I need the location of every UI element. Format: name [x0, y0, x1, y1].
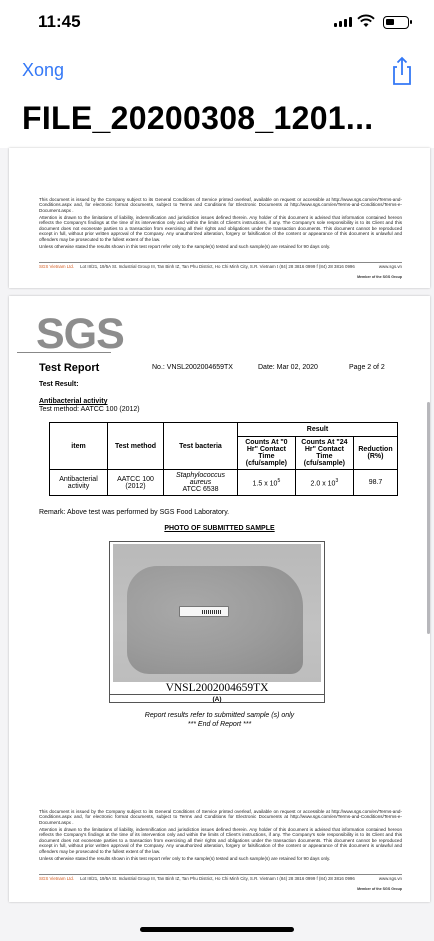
- pdf-page-2: [9, 296, 430, 902]
- footer-address-text: Lot III/21, 19/5A St. Industrial Group III, Tan Binh IZ, Tan Phu District, Ho Chi Minh City, S.R. Vietnam t (84) 28 3816 0999 f (84) 28 3816 0996: [80, 264, 355, 269]
- cell-method: AATCC 100 (2012): [108, 470, 164, 496]
- battery-icon: [383, 16, 409, 29]
- header-count-24hr: Counts At "24 Hr" Contact Time (cfu/sample): [295, 437, 353, 470]
- bacteria-strain: ATCC 6538: [182, 486, 219, 493]
- disclaimer-liability: Attention is drawn to the limitations of liability, indemnification and jurisdiction issues defined therein. Any holder of this document is advised that information contained hereon reflects the Company's findings at the time of its intervention only and within the limits of Client's instructions, if any. The Company's sole responsibility is to its Client and this document does not exonerate parties to a transaction from exercising all their rights and obligations under the transaction documents. This document cannot be reproduced except in full, without prior written approval of the Company. Any unauthorized alteration, forgery or falsification of the content or appearance of this document is unlawful and offenders may be prosecuted to the fullest extent of the law.: [39, 215, 402, 242]
- home-indicator[interactable]: [140, 927, 294, 932]
- disclaimer-terms: This document is issued by the Company subject to its General Conditions of Service printed overleaf, available on request or accessible at http://www.sgs.com/en/Terms-and-Conditions.aspx and, for electronic format documents, subject to Terms and Conditions for Electronic Documents at http://www.sgs.com/en/Terms-and-Conditions/Terms-e-Document.aspx .: [39, 197, 402, 213]
- count-24hr-exp: 3: [335, 477, 339, 484]
- footer-address-2: [39, 874, 402, 882]
- bacteria-name: Staphylococcus aureus: [175, 472, 226, 486]
- report-title: Test Report: [39, 362, 100, 374]
- cellular-signal-icon: [334, 17, 352, 27]
- logo-divider: [17, 352, 111, 353]
- photo-caption: VNSL2002004659TX: [165, 682, 269, 694]
- footer-brand-2: SGS Vietnam Ltd.: [39, 876, 75, 881]
- footer-address: [39, 262, 402, 270]
- report-number: No.: VNSL2002004659TX: [152, 364, 233, 371]
- sample-fabric: [127, 566, 303, 674]
- pdf-page-1: [9, 148, 430, 288]
- photo-label: (A): [110, 694, 324, 703]
- count-0hr-base: 1.5 x 10: [252, 480, 278, 488]
- footer-brand: SGS Vietnam Ltd.: [39, 264, 75, 269]
- cell-count-24hr: [295, 470, 353, 496]
- section-title: Antibacterial activity: [39, 398, 108, 405]
- header-result: Result: [238, 423, 398, 437]
- status-time: 11:45: [38, 12, 81, 31]
- footer-website-2: www.sgs.vn: [378, 876, 402, 881]
- cell-bacteria: [164, 470, 238, 496]
- wifi-icon: [357, 14, 375, 28]
- report-note-line1: Report results refer to submitted sample (s) only: [144, 712, 295, 719]
- photo-title: PHOTO OF SUBMITTED SAMPLE: [164, 525, 275, 532]
- header-count-0hr: Counts At "0 Hr" Contact Time (cfu/sample): [238, 437, 296, 470]
- test-result-label: Test Result:: [39, 381, 79, 388]
- header-item: item: [50, 423, 108, 470]
- footer-member-2: Member of the SGS Group: [357, 887, 402, 891]
- status-bar: [0, 0, 434, 48]
- report-page: Page 2 of 2: [349, 364, 385, 371]
- share-icon[interactable]: [391, 56, 413, 86]
- disclaimer-terms-2: This document is issued by the Company subject to its General Conditions of Service printed overleaf, available on request or accessible at http://www.sgs.com/en/Terms-and-Conditions.aspx and, for electronic format documents, subject to Terms and Conditions for Electronic Documents at http://www.sgs.com/en/Terms-and-Conditions/Terms-e-Document.aspx .: [39, 809, 402, 825]
- remark: Remark: Above test was performed by SGS Food Laboratory.: [39, 509, 230, 516]
- table-row: [50, 470, 398, 496]
- test-method: Test method: AATCC 100 (2012): [39, 406, 140, 413]
- navigation-bar: [0, 48, 434, 148]
- report-date: Date: Mar 02, 2020: [258, 364, 318, 371]
- footer-website: www.sgs.vn: [378, 264, 402, 269]
- disclaimer-liability-2: Attention is drawn to the limitations of liability, indemnification and jurisdiction issues defined therein. Any holder of this document is advised that information contained hereon reflects the Company's findings at the time of its intervention only and within the limits of Client's instructions, if any. The Company's sole responsibility is to its Client and this document does not exonerate parties to a transaction from exercising all their rights and obligations under the transaction documents. This document cannot be reproduced except in full, without prior written approval of the Company. Any unauthorized alteration, forgery or falsification of the content or appearance of this document is unlawful and offenders may be prosecuted to the fullest extent of the law.: [39, 827, 402, 854]
- end-of-report: *** End of Report ***: [187, 720, 252, 728]
- scrollbar[interactable]: [427, 402, 430, 634]
- header-reduction: Reduction (R%): [354, 437, 398, 470]
- footer-member: Member of the SGS Group: [357, 275, 402, 279]
- count-0hr-exp: 5: [277, 477, 281, 484]
- sample-photo: [113, 544, 321, 682]
- sample-label-tag: [179, 606, 229, 617]
- results-table: [49, 422, 398, 496]
- header-bacteria: Test bacteria: [164, 423, 238, 470]
- sgs-logo: SGS: [36, 310, 124, 358]
- disclaimer-retention-2: Unless otherwise stated the results shown in this test report refer only to the sample(s) tested and such sample(s) are retained for 90 days only.: [39, 855, 331, 861]
- report-note: [9, 712, 430, 729]
- done-button[interactable]: Xong: [22, 60, 65, 80]
- disclaimer-retention: Unless otherwise stated the results shown in this test report refer only to the sample(s) tested and such sample(s) are retained for 90 days only.: [39, 243, 331, 249]
- header-method: Test method: [108, 423, 164, 470]
- file-title: FILE_20200308_1201...: [22, 100, 374, 136]
- footer-disclaimer: [39, 197, 402, 251]
- footer-disclaimer-2: [39, 809, 402, 863]
- cell-reduction: 98.7: [354, 470, 398, 496]
- cell-count-0hr: [238, 470, 296, 496]
- cell-item: Antibacterial activity: [50, 470, 108, 496]
- footer-address-text-2: Lot III/21, 19/5A St. Industrial Group III, Tan Binh IZ, Tan Phu District, Ho Chi Minh City, S.R. Vietnam t (84) 28 3816 0999 f (84) 28 3816 0996: [80, 876, 355, 881]
- sample-photo-frame: [109, 541, 325, 703]
- count-24hr-base: 2.0 x 10: [310, 480, 336, 488]
